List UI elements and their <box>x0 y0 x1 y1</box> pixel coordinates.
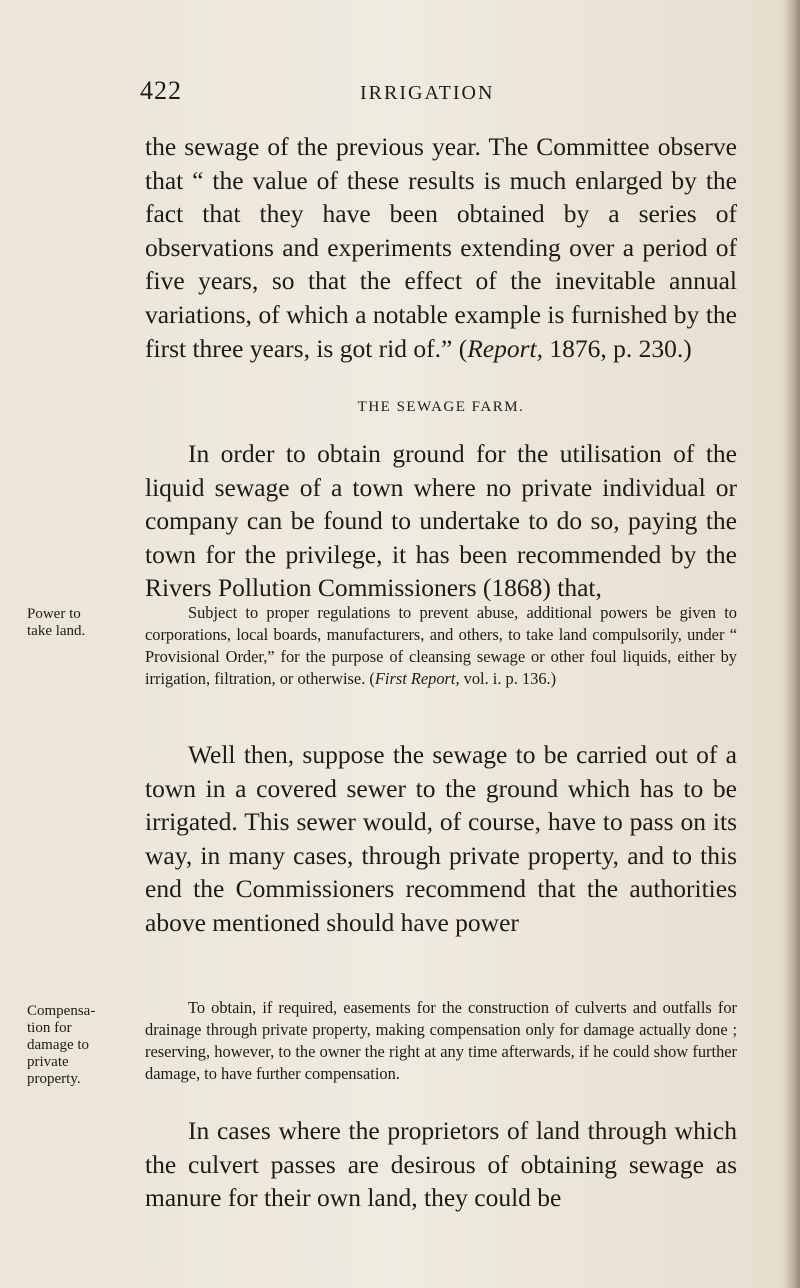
paragraph-4-text: In cases where the proprietors of land through which the culvert passes are desirous of obtaining sewage as manure for their own land, they could be <box>145 1116 737 1213</box>
paragraph-2-text: In order to obtain ground for the utilisation of the liquid sewage of a town where no private individual or company can be found to undertake to do so, paying the town for the privilege, it has been recommended by the Rivers Pollution Commissioners (1868) that, <box>145 439 737 603</box>
margin-note-compensation <box>27 1003 137 1088</box>
paragraph-1-tail: 1876, p. 230.) <box>542 333 692 363</box>
page-edge-shadow <box>784 0 800 1288</box>
paragraph-1-text: the sewage of the previous year. The Committee observe that “ the value of these results is much enlarged by the fact that they have been obtained by a series of observations and experiments extending over a period of five years, so that the effect of the inevitable annual variations, of which a notable example is furnished by the first three years, is got rid of.” ( <box>145 132 737 363</box>
section-heading: THE SEWAGE FARM. <box>357 399 525 415</box>
running-head: IRRIGATION <box>360 82 495 104</box>
margin-note-line: damage to <box>27 1037 90 1053</box>
paragraph-1-citation: Report, <box>467 333 543 363</box>
paragraph-3-text: Well then, suppose the sewage to be carried out of a town in a covered sewer to the ground which has to be irrigated. This sewer would, of course, have to pass on its way, in many cases, through private property, and to this end the Commissioners recommend that the authorities above mentioned should have power <box>145 740 737 937</box>
paragraph-1 <box>145 130 737 365</box>
paragraph-4 <box>145 1114 737 1215</box>
quotation-1-tail: vol. i. p. 136.) <box>459 669 557 688</box>
quotation-1-citation: First Report, <box>374 669 460 688</box>
page-number: 422 <box>140 76 182 105</box>
margin-note-line: private <box>27 1054 69 1070</box>
paragraph-2 <box>145 437 737 605</box>
paragraph-3 <box>145 738 737 940</box>
section-heading-block <box>145 399 737 416</box>
margin-note-line: tion for <box>27 1020 72 1036</box>
quotation-1 <box>145 602 737 690</box>
quotation-2 <box>145 997 737 1085</box>
quotation-2-text: To obtain, if required, easements for the construction of culverts and outfalls for drainage through private property, making compensation only for damage actually done ; reserving, however, to the owner the right at any time afterwards, if he could show further damage, to have further compensation. <box>145 998 737 1083</box>
margin-note-line: property. <box>27 1071 81 1087</box>
margin-note-line: Compensa- <box>27 1003 96 1019</box>
margin-note-line: take land. <box>27 623 86 639</box>
page-header <box>0 76 800 116</box>
quotation-1-text: Subject to proper regulations to prevent abuse, additional powers be given to corporations, local boards, manufacturers, and others, to take land compulsorily, under “ Provisional Order,” for the purpose of cleansing sewage or other foul liquids, either by irrigation, filtration, or otherwise. ( <box>145 603 737 688</box>
margin-note-power-to-take-land <box>27 606 137 640</box>
margin-note-line: Power to <box>27 606 81 622</box>
